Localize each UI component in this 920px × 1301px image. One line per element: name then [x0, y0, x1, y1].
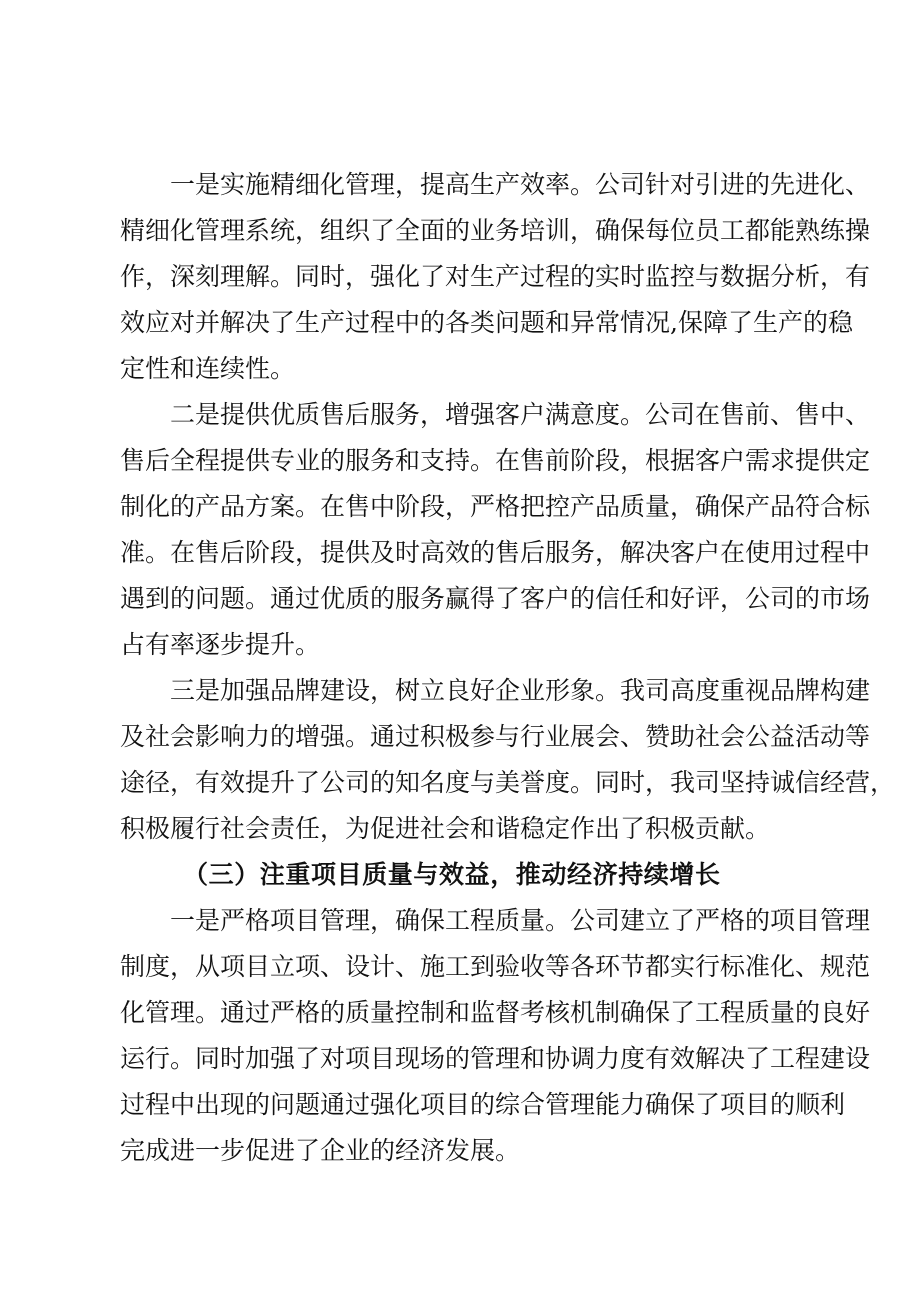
paragraph-line: 作，深刻理解。同时，强化了对生产过程的实时监控与数据分析，有: [120, 262, 871, 291]
paragraph-line: 及社会影响力的增强。通过积极参与行业展会、赞助社会公益活动等: [120, 722, 871, 751]
paragraph-line: 精细化管理系统，组织了全面的业务培训，确保每位员工都能熟练操: [120, 216, 871, 245]
paragraph-line: 化管理。通过严格的质量控制和监督考核机制确保了工程质量的良好: [120, 998, 871, 1027]
section-heading: （三）注重项目质量与效益，推动经济持续增长: [183, 860, 721, 889]
paragraph-line: 制度，从项目立项、设计、施工到验收等各环节都实行标准化、规范: [120, 952, 871, 981]
paragraph-line: 运行。同时加强了对项目现场的管理和协调力度有效解决了工程建设: [120, 1044, 871, 1073]
paragraph-line: 过程中出现的问题通过强化项目的综合管理能力确保了项目的顺利: [120, 1090, 846, 1119]
paragraph-line: 三是加强品牌建设，树立良好企业形象。我司高度重视品牌构建: [170, 676, 871, 705]
paragraph-line: 完成进一步促进了企业的经济发展。: [120, 1136, 521, 1165]
paragraph-line: 一是实施精细化管理，提高生产效率。公司针对引进的先进化、: [170, 170, 871, 199]
paragraph-line: 积极履行社会责任，为促进社会和谐稳定作出了积极贡献。: [120, 814, 771, 843]
paragraph-line: 准。在售后阶段，提供及时高效的售后服务，解决客户在使用过程中: [120, 538, 871, 567]
paragraph-line: 一是严格项目管理，确保工程质量。公司建立了严格的项目管理: [170, 906, 871, 935]
paragraph-line: 制化的产品方案。在售中阶段，严格把控产品质量，确保产品符合标: [120, 492, 871, 521]
paragraph-line: 二是提供优质售后服务，增强客户满意度。公司在售前、售中、: [170, 400, 871, 429]
paragraph-line: 售后全程提供专业的服务和支持。在售前阶段，根据客户需求提供定: [120, 446, 871, 475]
paragraph-line: 占有率逐步提升。: [120, 630, 321, 659]
paragraph-line: 效应对并解决了生产过程中的各类问题和异常情况,保障了生产的稳: [120, 308, 853, 337]
paragraph-line: 遇到的问题。通过优质的服务赢得了客户的信任和好评，公司的市场: [120, 584, 871, 613]
paragraph-line: 定性和连续性。: [120, 354, 296, 383]
paragraph-line: 途径，有效提升了公司的知名度与美誉度。同时，我司坚持诚信经营，: [120, 768, 896, 797]
